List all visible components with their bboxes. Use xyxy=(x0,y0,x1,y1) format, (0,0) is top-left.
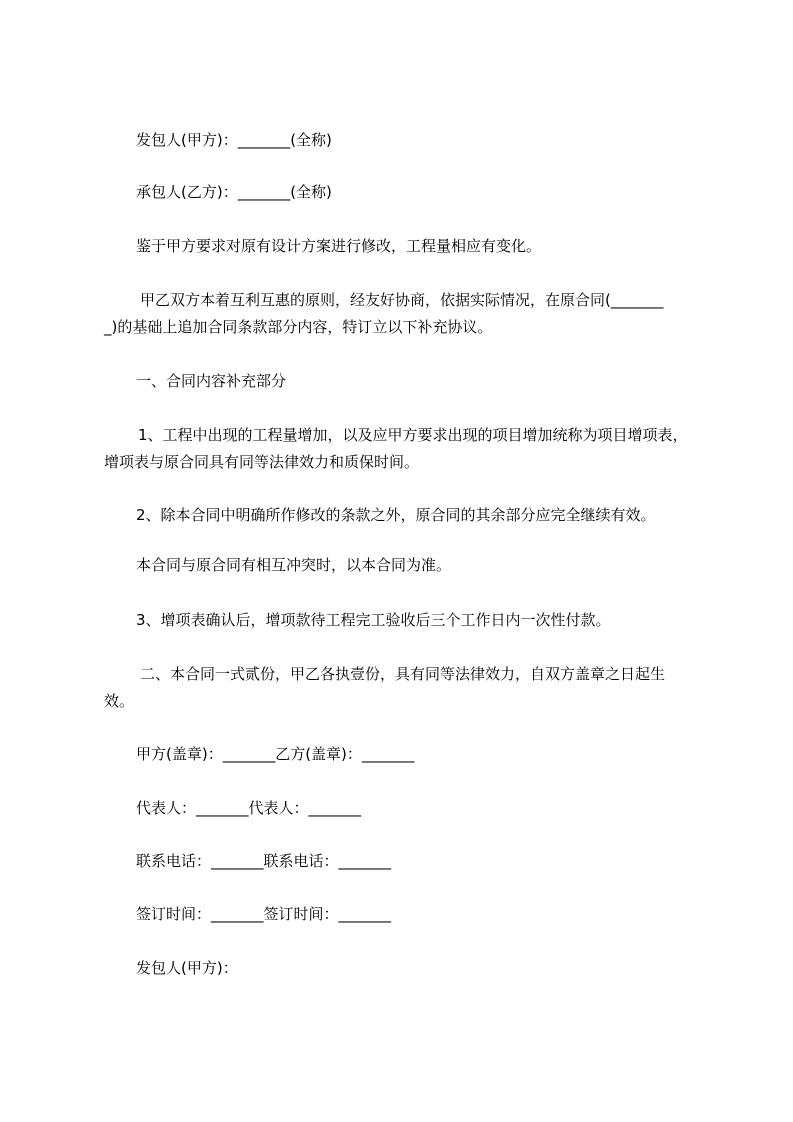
item-3-paragraph: 3、增项表确认后，增项款待工程完工验收后三个工作日内一次性付款。 xyxy=(136,611,611,629)
intro-paragraph: 鉴于甲方要求对原有设计方案进行修改，工程量相应有变化。 xyxy=(136,237,542,255)
party-b-line: 承包人(乙方)：_______(全称) xyxy=(136,183,332,201)
agreement-paragraph-line-1: 甲乙双方本着互利互惠的原则，经友好协商，依据实际情况，在原合同(_______ xyxy=(140,291,664,309)
item-2-paragraph: 2、除本合同中明确所作修改的条款之外，原合同的其余部分应完全继续有效。 xyxy=(136,506,656,524)
party-a-line: 发包人(甲方)：_______(全称) xyxy=(136,131,332,149)
agreement-paragraph-line-2: _)的基础上追加合同条款部分内容，特订立以下补充协议。 xyxy=(104,318,493,336)
item-1-line-2: 增项表与原合同具有同等法律效力和质保时间。 xyxy=(104,453,420,471)
section-1-heading: 一、合同内容补充部分 xyxy=(136,372,287,390)
section-2-line-2: 效。 xyxy=(104,692,135,710)
representative-line: 代表人：_______代表人：_______ xyxy=(136,799,362,817)
item-1-line-1: 1、工程中出现的工程量增加，以及应甲方要求出现的项目增加统称为项目增项表， xyxy=(138,426,688,444)
footer-party-a-line: 发包人(甲方)： xyxy=(136,959,238,977)
signing-date-line: 签订时间：_______签订时间：_______ xyxy=(136,905,392,923)
section-2-line-1: 二、本合同一式贰份，甲乙各执壹份，具有同等法律效力，自双方盖章之日起生 xyxy=(140,665,666,683)
conflict-clause: 本合同与原合同有相互冲突时，以本合同为准。 xyxy=(136,556,452,574)
seal-signature-line: 甲方(盖章)：_______乙方(盖章)：_______ xyxy=(136,745,415,763)
phone-line: 联系电话：_______联系电话：_______ xyxy=(136,852,392,870)
